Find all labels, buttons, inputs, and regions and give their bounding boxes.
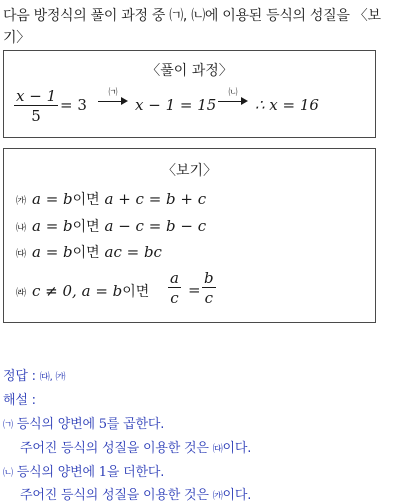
fraction-denominator: c [204, 289, 213, 307]
explanation-marker: ㈎ [212, 491, 223, 502]
fraction-numerator: x − 1 [16, 87, 57, 105]
equation-3-result: ∴ x = 16 [255, 96, 319, 114]
option-condition: a = b [32, 190, 73, 208]
explanation-step-2 [3, 461, 164, 480]
option-item-ra [16, 269, 356, 313]
option-item-ga [16, 189, 206, 209]
fraction-x-minus-1-over-5 [14, 87, 58, 126]
fraction-numerator: a [170, 269, 179, 287]
solution-equation-row [14, 87, 374, 127]
explanation-text: 이다. [222, 441, 252, 456]
equation-2: x − 1 = 15 [135, 96, 217, 114]
arrow-head-icon [241, 97, 248, 105]
equals-sign: = [188, 281, 201, 299]
option-connector: 이면 [72, 219, 100, 235]
explanation-text: 주어진 등식의 성질을 이용한 것은 [20, 441, 213, 456]
equation-1-rhs: = 3 [60, 96, 87, 114]
option-marker: ㈑ [16, 288, 26, 299]
explanation-text: 을 더한다. [106, 465, 165, 480]
explanation-text: 를 곱한다. [106, 417, 165, 432]
fraction-b-over-c [202, 269, 216, 308]
arrow-step-2-label: ㈁ [228, 88, 238, 98]
explanation-step-2-usage [20, 484, 251, 503]
option-condition: a = b [32, 217, 73, 235]
option-condition-nonzero: c ≠ 0, [32, 282, 77, 300]
fraction-numerator: b [204, 269, 214, 287]
arrow-step-1-label: ㈀ [108, 88, 118, 98]
option-condition: a = b [81, 282, 123, 300]
explanation-marker: ㈐ [212, 444, 223, 455]
option-item-na [16, 216, 206, 236]
options-box [3, 148, 376, 323]
answer-value: ㈐, ㈎ [39, 372, 66, 383]
process-box-title: 〈풀이 과정〉 [146, 63, 233, 79]
step-marker: ㈀ [3, 420, 13, 431]
explanation-label: 해설 : [3, 393, 36, 408]
option-marker: ㈏ [16, 223, 26, 234]
fraction-denominator: 5 [31, 107, 41, 125]
answer-label: 정답 : [3, 369, 40, 384]
step-marker: ㈁ [3, 468, 13, 479]
explanation-step-1-usage [20, 437, 251, 456]
explanation-text: 이다. [222, 488, 252, 503]
explanation-step-1 [3, 413, 164, 432]
explanation-text: 등식의 양변에 [12, 465, 99, 480]
option-marker: ㈎ [16, 196, 26, 207]
options-box-title: 〈보기〉 [161, 163, 218, 179]
explanation-number: 1 [98, 465, 107, 480]
fraction-a-over-c [168, 269, 181, 308]
fraction-denominator: c [170, 289, 179, 307]
explanation-text: 등식의 양변에 [12, 417, 99, 432]
option-result: a + c = b + c [104, 190, 207, 208]
option-connector: 이면 [72, 245, 100, 261]
option-result: ac = bc [104, 243, 162, 261]
solution-process-box [3, 50, 376, 138]
option-connector: 이면 [72, 192, 100, 208]
arrow-head-icon [121, 97, 128, 105]
answer-line [3, 365, 65, 384]
explanation-text: 주어진 등식의 성질을 이용한 것은 [20, 488, 213, 503]
option-connector: 이면 [122, 284, 150, 300]
option-item-da [16, 242, 162, 262]
option-marker: ㈐ [16, 249, 26, 260]
option-condition: a = b [32, 243, 73, 261]
explanation-number: 5 [98, 417, 107, 432]
question-line-1: 다음 방정식의 풀이 과정 중 ㈀, ㈁에 이용된 등식의 성질을 〈보기〉 [3, 8, 381, 46]
option-result: a − c = b − c [104, 217, 207, 235]
